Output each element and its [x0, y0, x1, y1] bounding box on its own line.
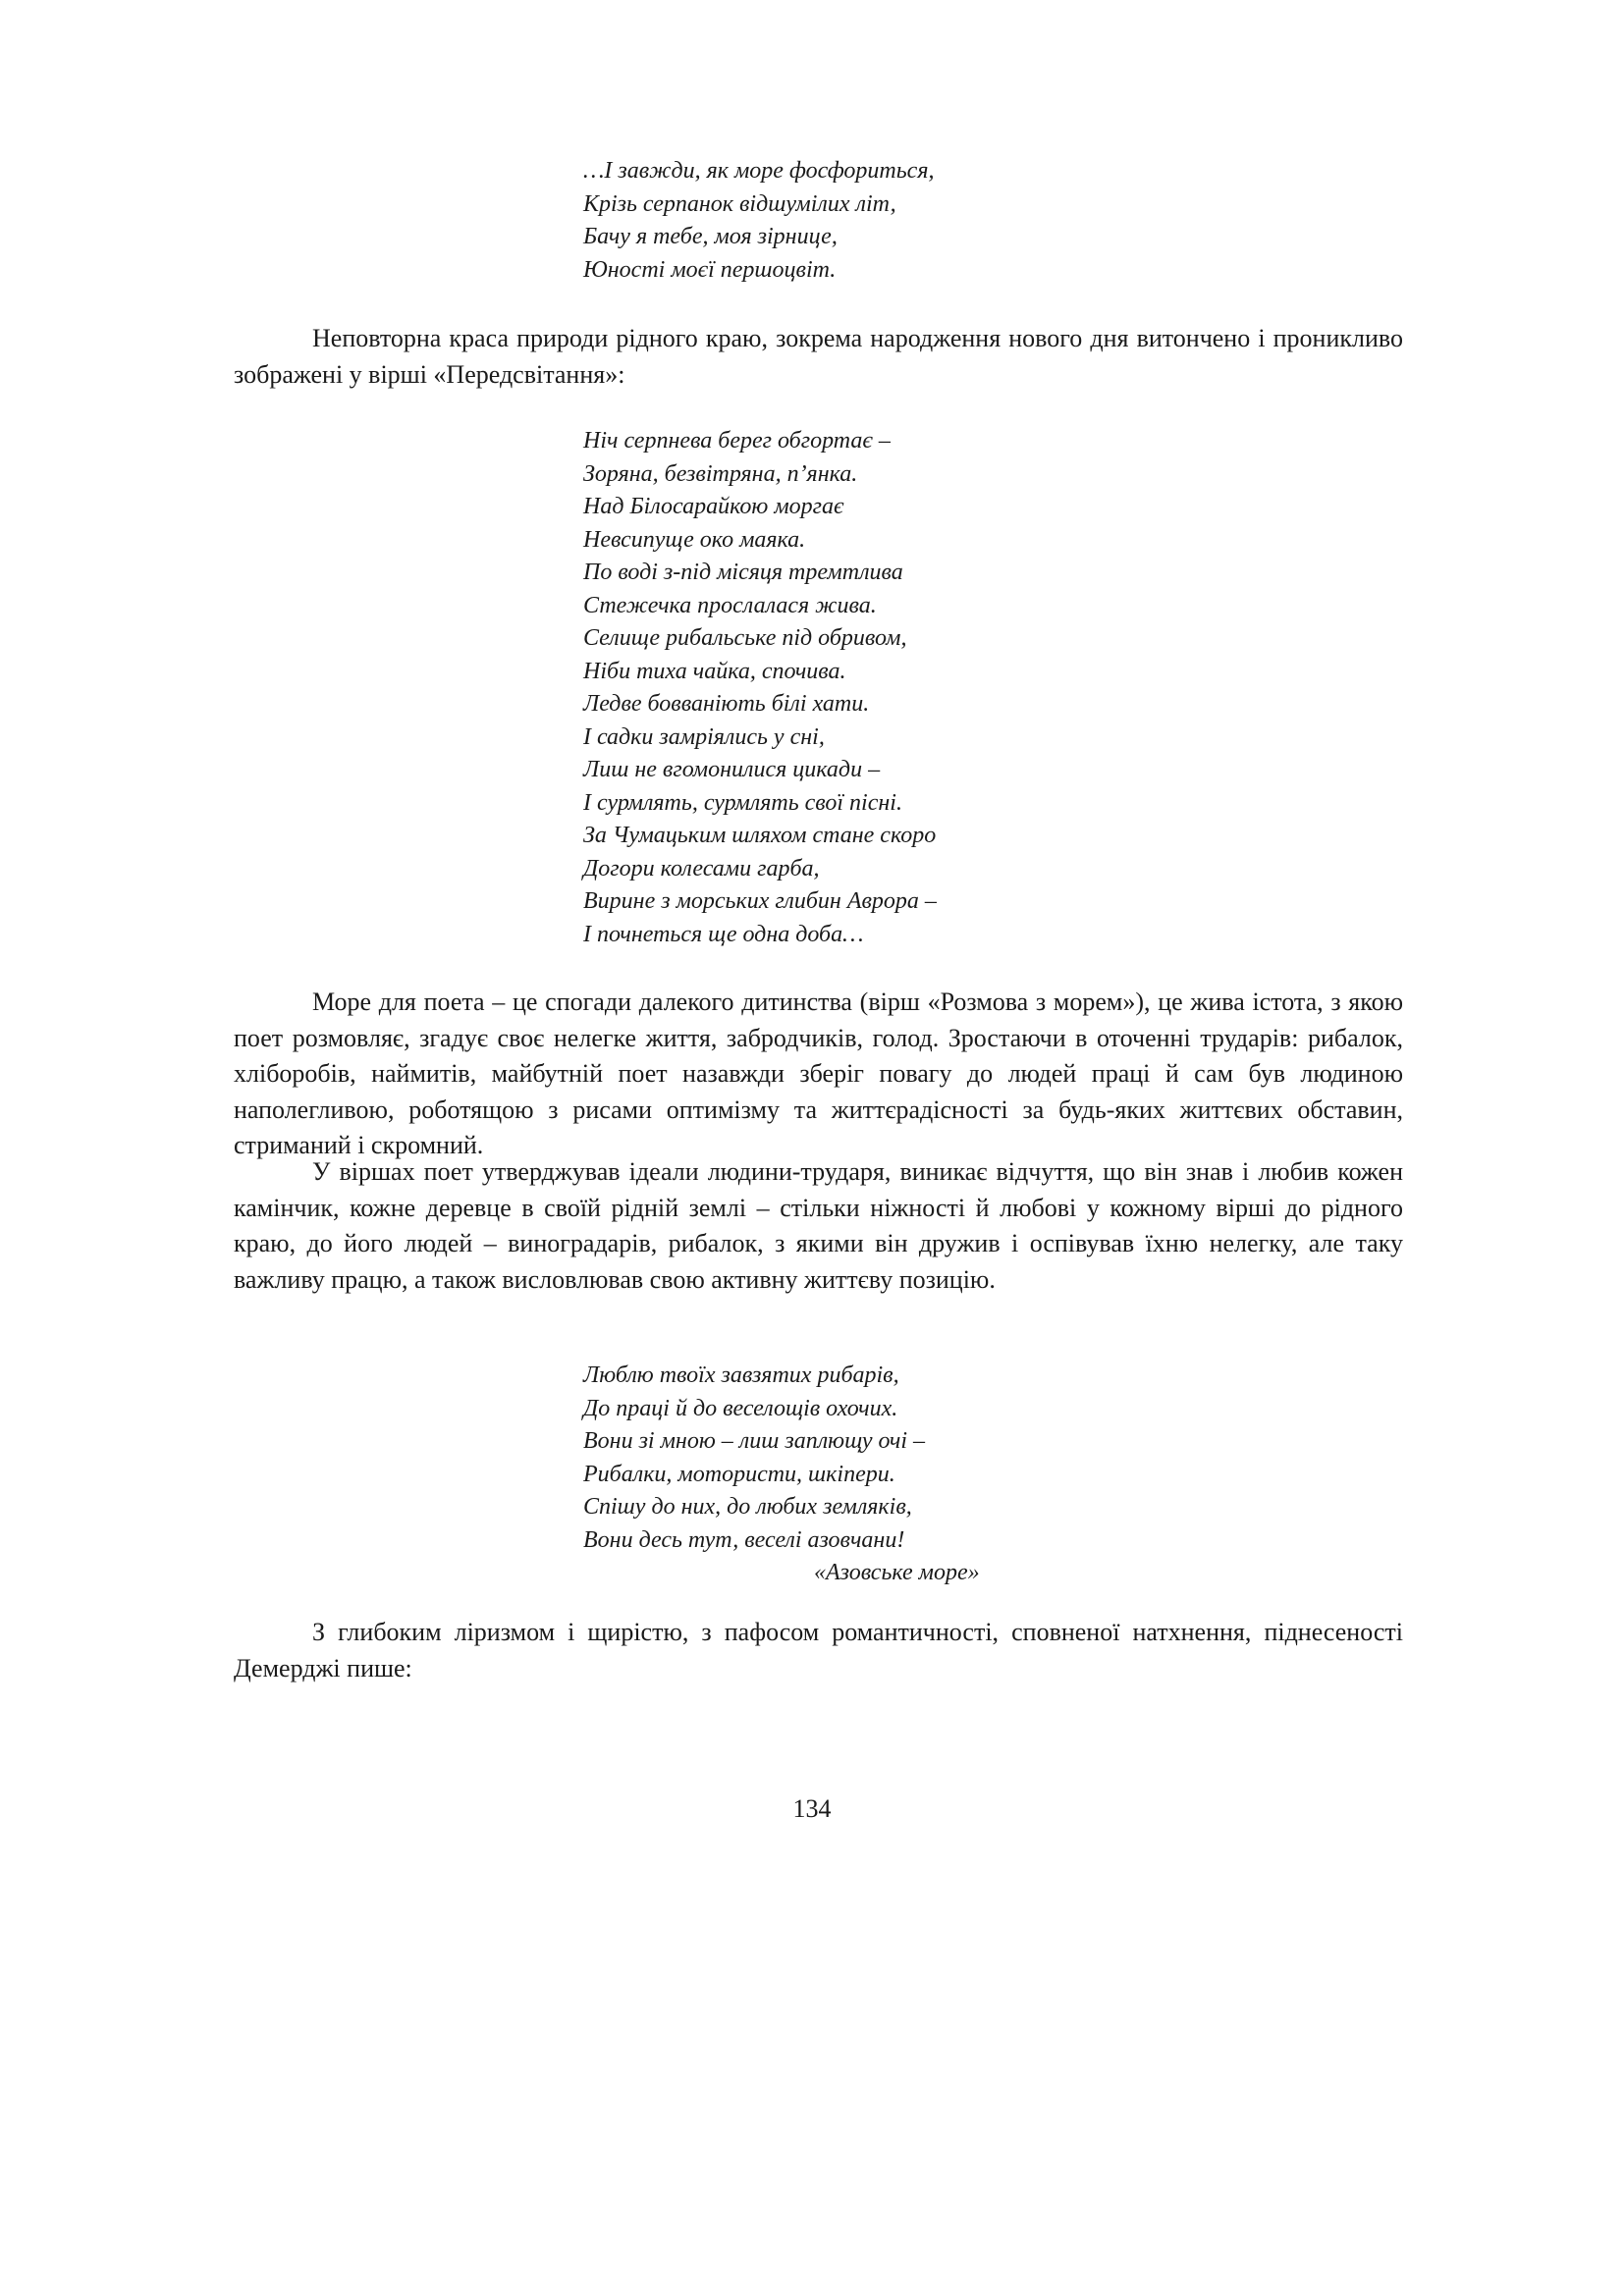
poem-line: Юності моєї першоцвіт. — [583, 256, 837, 283]
poem-line: Вирине з морських глибин Аврора – — [583, 888, 937, 914]
poem-line: Догори колесами гарба, — [583, 855, 820, 881]
paragraph: Море для поета – це спогади далекого дитинства (вірш «Розмова з морем»), це жива істота, з якою поет розмовляє, згадує своє нелегке життя, забродчиків, голод. Зростаючи в оточенні трударів: рибалок, хліборобів, наймитів, майбутній поет назавжди зберіг повагу до людей праці й сам був людиною наполегливою, роботящою з рисами оптимізму та життєрадісності за будь-яких життєвих обставин, стриманий і скромний. — [234, 988, 1403, 1159]
poem-line: По воді з-під місяця тремтлива — [583, 560, 903, 585]
paragraph: Неповторна краса природи рідного краю, зокрема народження нового дня витончено і проникливо зображені у вірші «Передсвітання»: — [234, 324, 1403, 389]
poem-line: Люблю твоїх завзятих рибарів, — [583, 1362, 899, 1388]
poem-line: Ніч серпнева берег обгортає – — [583, 428, 891, 454]
poem-line: Лиш не вгомонилися цикади – — [583, 757, 881, 782]
poem-line: І сурмлять, сурмлять свої пісні. — [583, 789, 902, 816]
poem-line: …І завжди, як море фосфориться, — [583, 158, 935, 184]
poem-line: Селище рибальське під обривом, — [583, 625, 907, 651]
poem-line: Ледве бовваніють білі хати. — [583, 691, 870, 717]
poem-intro — [583, 155, 935, 287]
page-number: 134 — [792, 1794, 832, 1823]
poem-line: Крізь серпанок відшумілих літ, — [583, 190, 896, 217]
poem-line: Рибалки, мотористи, шкіпери. — [583, 1461, 895, 1487]
poem-line: І садки замріялись у сні, — [583, 723, 825, 750]
poem-line: І почнеться ще одна доба… — [583, 921, 864, 947]
poem-line: Вони зі мною – лиш заплющу очі – — [583, 1428, 926, 1454]
poem-line: Зоряна, безвітряна, п’янка. — [583, 460, 858, 487]
poem-line: Бачу я тебе, моя зірнице, — [583, 224, 838, 249]
poem-line: Невсипуще око маяка. — [583, 526, 806, 553]
poem-line: До праці й до веселощів охочих. — [583, 1395, 898, 1421]
poem-attribution: «Азовське море» — [814, 1560, 980, 1585]
poem-line: За Чумацьким шляхом стане скоро — [583, 823, 937, 848]
poem-line: Вони десь тут, веселі азовчани! — [583, 1526, 905, 1553]
poem-line: Над Білосарайкою моргає — [583, 494, 844, 519]
poem-line: Ніби тиха чайка, спочива. — [583, 658, 846, 684]
paragraph: У віршах поет утверджував ідеали людини-трударя, виникає відчуття, що він знав і любив кожен камінчик, кожне деревце в своїй рідній землі – стільки ніжності й любові у кожному вірші до рідного краю, до його людей – виноградарів, рибалок, з якими він дружив і оспівував їхню нелегку, але таку важливу працю, а також висловлював свою активну життєву позицію. — [234, 1157, 1403, 1294]
poem-line: Спішу до них, до любих земляків, — [583, 1494, 912, 1520]
poem-azov — [583, 1360, 980, 1590]
paragraph: З глибоким ліризмом і щирістю, з пафосом романтичності, сповненої натхнення, піднесеності Демерджі пише: — [234, 1618, 1403, 1682]
poem-dawn — [583, 425, 937, 951]
poem-line: Стежечка прослалася жива. — [583, 592, 877, 618]
